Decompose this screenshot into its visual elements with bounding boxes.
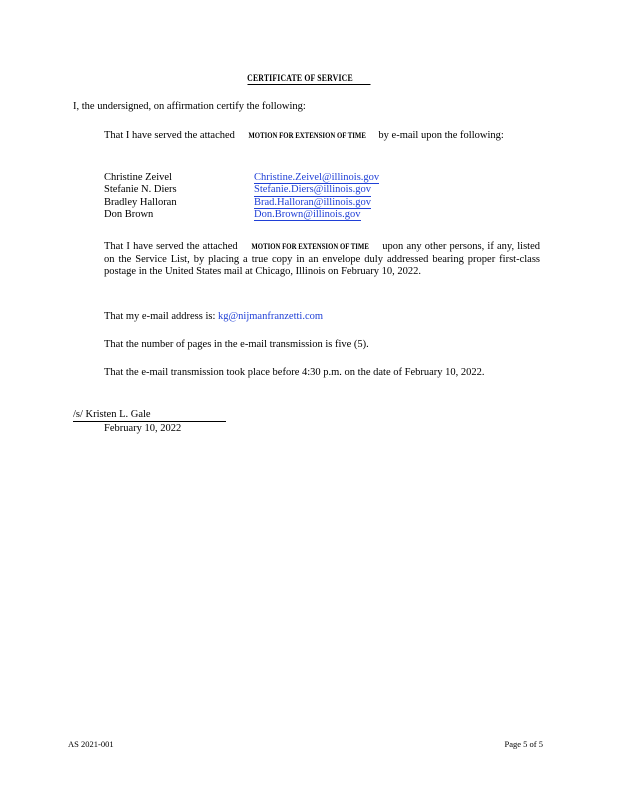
contact-email-link[interactable]: Don.Brown@illinois.gov — [254, 208, 361, 220]
email-address-link[interactable]: kg@nijmanfranzetti.com — [218, 311, 324, 322]
email-address-prefix: That my e-mail address is: — [104, 311, 216, 322]
case-number: AS 2021-001 — [68, 739, 114, 749]
signature-line: /s/ Kristen L. Gale — [73, 408, 226, 422]
contact-row — [104, 209, 379, 221]
document-title: CERTIFICATE OF SERVICE — [56, 74, 563, 85]
contact-email-link[interactable]: Christine.Zeivel@illinois.gov — [254, 172, 380, 183]
contact-name: Stefanie N. Diers — [104, 184, 177, 196]
contact-row — [104, 172, 379, 184]
pages-paragraph: That the number of pages in the e-mail transmission is five (5). — [104, 339, 369, 350]
signature-date: February 10, 2022 — [104, 423, 182, 434]
mail-suffix: upon any other persons, if any, listed on the Service List, by placing a true copy in an envelope duly addressed bearing proper first-class postage in the United States mail at Chicago, Illinois on February 10, 2022. — [104, 241, 541, 277]
contact-list — [104, 172, 379, 221]
served-suffix: by e-mail upon the following: — [378, 130, 504, 141]
contact-name: Bradley Halloran — [104, 196, 177, 208]
signature-block — [73, 408, 226, 435]
contact-email-link[interactable]: Stefanie.Diers@illinois.gov — [254, 184, 371, 196]
time-paragraph: That the e-mail transmission took place before 4:30 p.m. on the date of February 10, 2022. — [104, 367, 485, 378]
email-address-paragraph — [104, 311, 540, 324]
served-email-paragraph — [104, 130, 540, 143]
intro-text: I, the undersigned, on affirmation certify the following: — [73, 101, 306, 112]
mail-prefix: That I have served the attached — [104, 241, 238, 252]
motion-title: MOTION FOR EXTENSION OF TIME — [247, 131, 366, 140]
contact-name: Christine Zeivel — [104, 172, 172, 183]
served-prefix: That I have served the attached — [104, 130, 235, 141]
page-number: Page 5 of 5 — [504, 739, 543, 749]
contact-row — [104, 197, 379, 209]
motion-title-repeat: MOTION FOR EXTENSION OF TIME — [251, 242, 369, 251]
contact-email-link[interactable]: Brad.Halloran@illinois.gov — [254, 196, 371, 208]
served-mail-paragraph — [104, 241, 540, 279]
contact-name: Don Brown — [104, 208, 154, 220]
contact-row — [104, 184, 379, 196]
